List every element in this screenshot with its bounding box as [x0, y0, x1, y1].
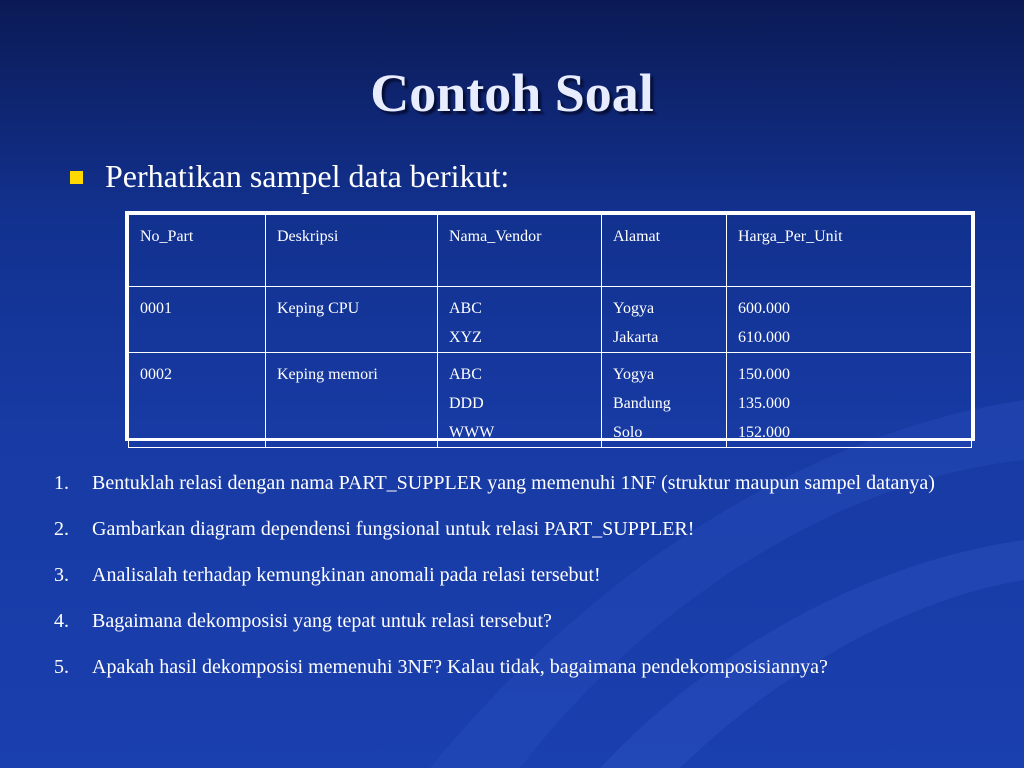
list-item [54, 561, 1004, 590]
header-cell: Deskripsi [266, 215, 438, 287]
item-number: 3. [54, 564, 69, 586]
header-cell: No_Part [129, 215, 266, 287]
cell-line: 152.000 [738, 424, 790, 441]
header-cell: Alamat [602, 215, 727, 287]
slide-title: Contoh Soal [370, 63, 654, 123]
list-item [54, 607, 1004, 636]
cell-line: 600.000 [738, 300, 790, 317]
square-bullet-icon [70, 171, 83, 184]
list-item [54, 469, 1004, 498]
table-header-row [129, 215, 972, 287]
cell-line: Yogya [613, 366, 655, 383]
table-cell [438, 287, 602, 353]
list-item [54, 515, 1004, 544]
table-cell [602, 287, 727, 353]
table-cell: 0002 [129, 353, 266, 448]
cell-line: ABC [449, 366, 482, 383]
item-text: Bagaimana dekomposisi yang tepat untuk relasi tersebut? [92, 610, 552, 632]
table-cell [602, 353, 727, 448]
table-row [129, 287, 972, 353]
table-cell: 0001 [129, 287, 266, 353]
table-cell [727, 287, 972, 353]
intro-bullet [70, 158, 509, 195]
item-number: 4. [54, 610, 69, 632]
cell-line: DDD [449, 395, 484, 412]
item-text: Analisalah terhadap kemungkinan anomali pada relasi tersebut! [92, 564, 601, 586]
list-item [54, 653, 1004, 682]
table-cell: Keping memori [266, 353, 438, 448]
data-table [125, 211, 975, 441]
item-text: Gambarkan diagram dependensi fungsional untuk relasi PART_SUPPLER! [92, 518, 695, 540]
table-cell [438, 353, 602, 448]
item-number: 2. [54, 518, 69, 540]
cell-line: Solo [613, 424, 643, 441]
item-number: 5. [54, 656, 69, 678]
table-cell: Keping CPU [266, 287, 438, 353]
cell-line: Yogya [613, 300, 655, 317]
item-text: Apakah hasil dekomposisi memenuhi 3NF? Kalau tidak, bagaimana pendekomposisiannya? [92, 656, 828, 678]
cell-line: Bandung [613, 395, 671, 412]
header-cell: Nama_Vendor [438, 215, 602, 287]
cell-line: ABC [449, 300, 482, 317]
intro-text: Perhatikan sampel data berikut: [105, 158, 510, 194]
cell-line: XYZ [449, 329, 482, 346]
header-cell: Harga_Per_Unit [727, 215, 972, 287]
table-row [129, 353, 972, 448]
item-number: 1. [54, 472, 69, 494]
cell-line: WWW [449, 424, 495, 441]
cell-line: 610.000 [738, 329, 790, 346]
table-cell [727, 353, 972, 448]
cell-line: 150.000 [738, 366, 790, 383]
cell-line: Jakarta [613, 329, 659, 346]
cell-line: 135.000 [738, 395, 790, 412]
item-text: Bentuklah relasi dengan nama PART_SUPPLER yang memenuhi 1NF (struktur maupun sampel datanya) [92, 472, 935, 494]
question-list [54, 469, 1004, 699]
